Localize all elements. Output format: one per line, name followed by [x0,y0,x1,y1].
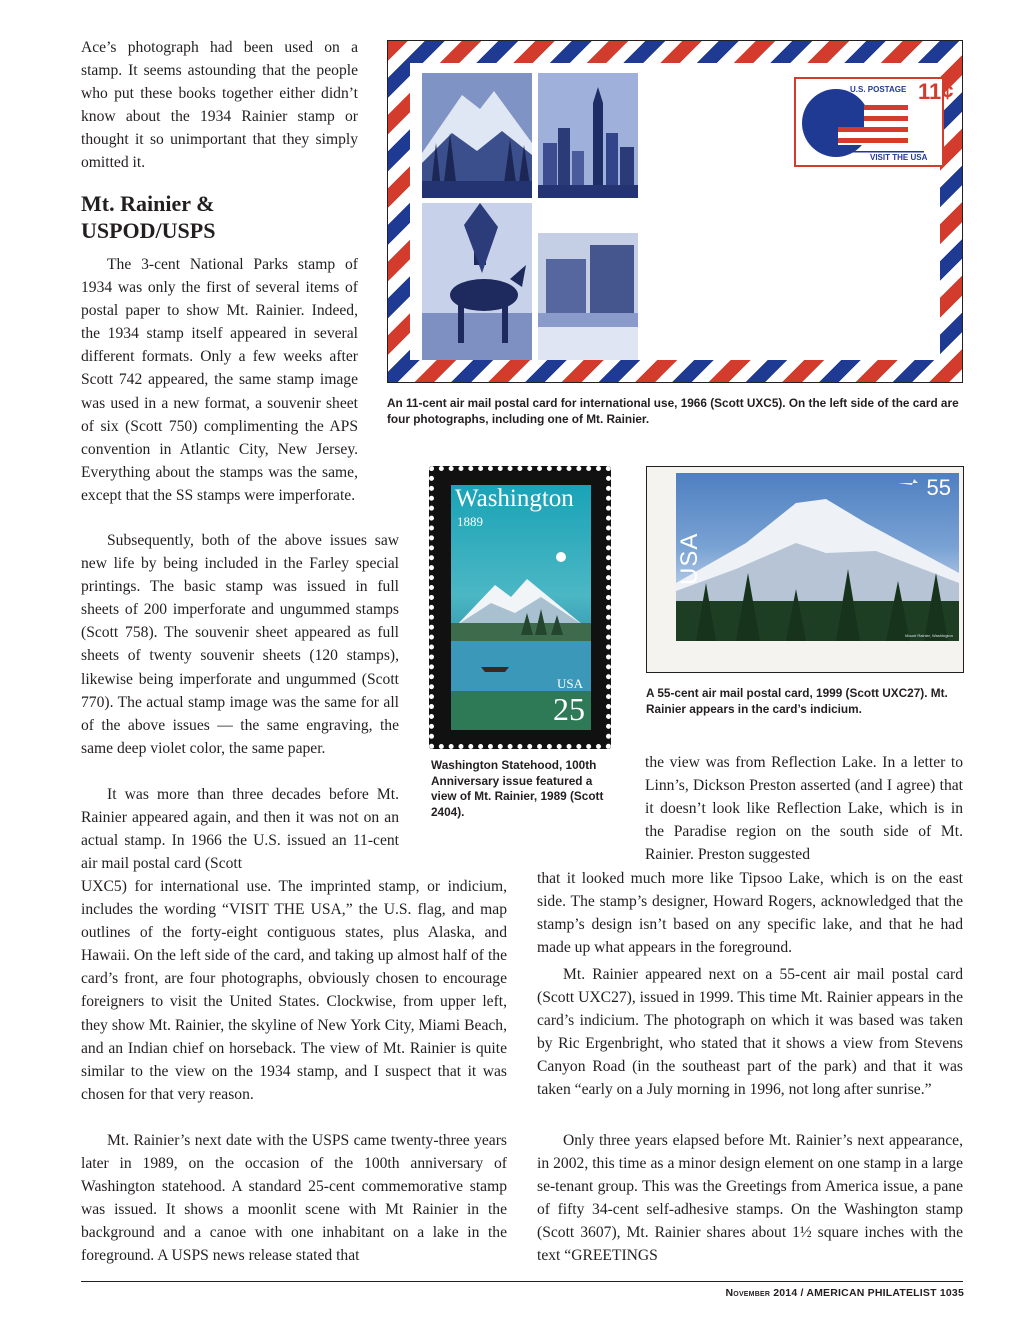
footer-rule [81,1281,963,1282]
card-usa: USA [676,532,703,585]
paragraph-greetings: Only three years elapsed before Mt. Rainier’s next appearance, in 2002, this time as a minor design element on one stamp in a large se-tenant group. This was the Greetings from America issue, a pane of fifty 34-cent self-adhesive stamps. On the Washington stamp (Scott 3607), Mt. Rainier shares about 1½ square inches with the text “GREETINGS [537,1132,963,1265]
stamp-value: 25 [553,691,585,727]
section-heading [81,190,371,244]
caption-uxc5: An 11-cent air mail postal card for international use, 1966 (Scott UXC5). On the left side of the card are four photographs, including one of Mt. Rainier. [387,396,959,426]
photo-indian-chief [422,203,532,360]
paragraph-uxc27: Mt. Rainier appeared next on a 55-cent air mail postal card (Scott UXC27), issued in 1999. This time Mt. Rainier appears in the card’s indicium. The photograph on which it was based was taken by Ric Ergenbright, who stated that it shows a view from Stevens Canyon Road (in the southeast part of the park) and that it was taken “early on a July morning in 1996, not long after sunrise.” [537,966,963,1099]
paragraph-tipsoo-lake: that it looked much more like Tipsoo Lake, which is on the east side. The stamp’s designer, Howard Rogers, acknowledged that the stamp’s design isn’t based on any specific lake, and that he had made up what appears in the foreground. [537,870,963,957]
paragraph-intro: Ace’s photograph had been used on a stamp. It seems astounding that the people who put these books together either didn’t know about the 1934 Rainier stamp or thought it so unimportant that they simply omitted it. [81,39,358,172]
paragraph-farley: Subsequently, both of the above issues saw new life by being included in the Farley special printings. The basic stamp was issued in full sheets of 200 imperforate and ungummed stamps (Scott 758). The souvenir sheet appeared as full sheets of twenty souvenir sheets (120 stamps), likewise being imperforate and ungummed (Scott 770). The actual stamp image was the same for all of the above issues — the same engraving, the same deep violet color, the same paper. [81,532,399,757]
card-face [410,63,954,360]
caption-uxc27: A 55-cent air mail postal card, 1999 (Scott UXC27). Mt. Rainier appears in the card’s indicium. [646,686,948,716]
paragraph-statehood: Mt. Rainier’s next date with the USPS came twenty-three years later in 1989, on the occasion of the 100th anniversary of Washington statehood. A standard 25-cent commemorative stamp was issued. It shows a moonlit scene with Mt Rainier in the background and a canoe with one inhabitant on a lake in the foreground. A USPS news release stated that [81,1132,507,1265]
indicium-postage-text: U.S. POSTAGE [850,85,907,94]
indicium-visit-the-usa [794,77,954,167]
stamp-year: 1889 [457,514,483,529]
page-footer [726,1287,964,1299]
indicium-visit-text: VISIT THE USA [870,153,928,162]
photo-miami-beach [538,233,638,360]
card-value: 55 [926,475,951,500]
card-indicium-image [676,473,959,641]
photo-new-york-skyline [538,73,638,198]
indicium-value: 11¢ [918,79,954,104]
paragraph-reflection-lake: the view was from Reflection Lake. In a letter to Linn’s, Dickson Preston asserted (and I agree) that it doesn’t look like Reflection Lake, which is in the Paradise region on the south side of Mt. Rainier. Preston suggested [645,754,963,864]
paragraph-national-parks: The 3-cent National Parks stamp of 1934 was only the first of several items of postal paper to show Mt. Rainier. Indeed, the 1934 stamp itself appeared in several different formats. Only a few weeks after Scott 742 appeared, the same stamp image was used in a new format, a souvenir sheet of six (Scott 750) complimenting the APS convention in Atlantic City, New Jersey. Everything about the stamps was the same, except that the SS stamps were imperforate. [81,256,358,504]
heading-line-2: USPOD/USPS [81,218,216,243]
footer-issue: 2014 / AMERICAN PHILATELIST 1035 [770,1287,964,1299]
airmail-postal-card-uxc27 [646,466,964,673]
heading-line-1: Mt. Rainier & [81,191,215,216]
stamp-usa: USA [556,676,583,691]
paragraph-uxc5-rest: UXC5) for international use. The imprinted stamp, or indicium, includes the wording “VISIT THE USA,” the U.S. flag, and map outlines of the forty-eight contiguous states, plus Alaska, and Hawaii. On the left side of the card, and taking up almost half of the card’s front, are four photographs, obviously chosen to encourage foreigners to visit the United States. Clockwise, from upper left, they show Mt. Rainier, the skyline of New York City, Miami Beach, and an Indian chief on horseback. The view of Mt. Rainier is quite similar to the view on the 1934 stamp, and I suspect that it was chosen for that very reason. [81,878,507,1103]
paragraph-uxc5-start: It was more than three decades before Mt. Rainier appeared again, and then it was not on an actual stamp. In 1966 the U.S. issued an 11-cent air mail postal card (Scott [81,786,399,873]
stamp-face [451,485,591,730]
footer-month: November [725,1287,771,1299]
washington-statehood-stamp [429,466,611,749]
airmail-postal-card-uxc5 [387,40,963,383]
card-photo-credit: Mount Rainier, Washington [905,633,953,638]
caption-stamp-2404: Washington Statehood, 100th Anniversary issue featured a view of Mt. Rainier, 1989 (Scott 2404). [431,758,604,819]
photo-mt-rainier [422,73,532,198]
stamp-title: Washington [455,485,574,512]
